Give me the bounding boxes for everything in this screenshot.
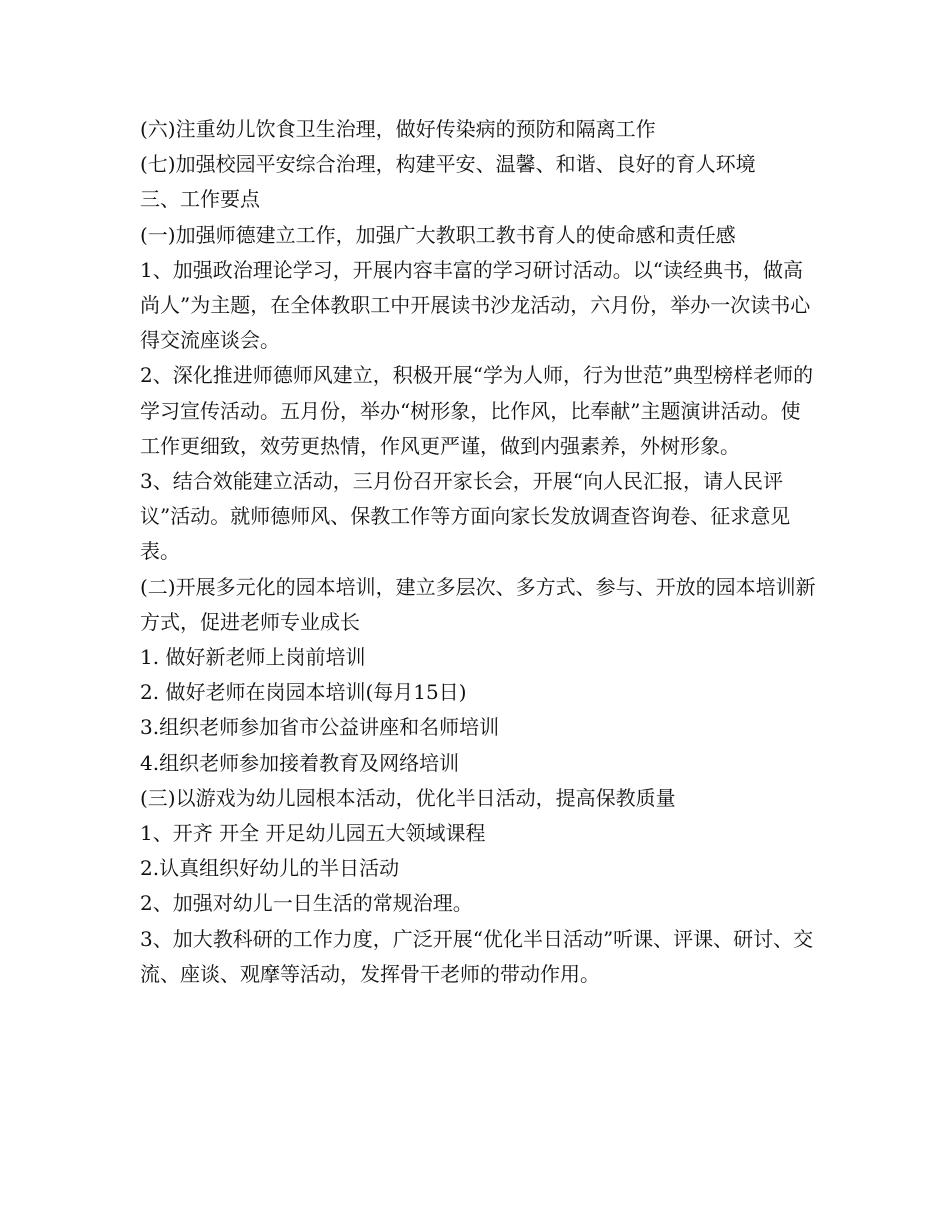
heading-work-points: 三、工作要点 bbox=[140, 187, 260, 212]
list-item-games-1: 1、开齐 开全 开足幼儿园五大领域课程 bbox=[140, 821, 486, 846]
paragraph-section-7: (七)加强校园平安综合治理，构建平安、温馨、和谐、良好的育人环境 bbox=[140, 152, 756, 177]
list-item-games-3: 2、加强对幼儿一日生活的常规治理。 bbox=[140, 891, 473, 916]
list-item-training-4: 4.组织老师参加接着教育及网络培训 bbox=[140, 750, 460, 775]
list-item-games-2: 2.认真组织好幼儿的半日活动 bbox=[140, 856, 400, 881]
paragraph-ethics-1: 1、加强政治理论学习，开展内容丰富的学习研讨活动。以“读经典书，做高尚人”为主题，在全体教职工中开展读书沙龙活动，六月份，举办一次读书心得交流座谈会。 bbox=[140, 257, 811, 353]
document-body bbox=[140, 112, 820, 992]
list-item-training-3: 3.组织老师参加省市公益讲座和名师培训 bbox=[140, 715, 500, 740]
subheading-ethics: (一)加强师德建立工作，加强广大教职工教书育人的使命感和责任感 bbox=[140, 222, 736, 247]
paragraph-ethics-3: 3、结合效能建立活动，三月份召开家长会，开展“向人民汇报，请人民评议”活动。就师德师风、保教工作等方面向家长发放调查咨询卷、征求意见表。 bbox=[140, 469, 791, 564]
list-item-training-1: 1. 做好新老师上岗前培训 bbox=[140, 645, 366, 670]
list-item-games-4: 3、加大教科研的工作力度，广泛开展“优化半日活动”听课、评课、研讨、交流、座谈、观摩等活动，发挥骨干老师的带动作用。 bbox=[140, 926, 814, 986]
list-item-training-2: 2. 做好老师在岗园本培训(每月15日) bbox=[140, 680, 467, 705]
subheading-games: (三)以游戏为幼儿园根本活动，优化半日活动，提高保教质量 bbox=[140, 785, 676, 810]
paragraph-ethics-2: 2、深化推进师德师风建立，积极开展“学为人师，行为世范”典型榜样老师的学习宣传活动。五月份，举办“树形象，比作风，比奉献”主题演讲活动。使工作更细致，效劳更热情，作风更严谨，做到内强素养，外树形象。 bbox=[140, 363, 814, 458]
paragraph-section-6: (六)注重幼儿饮食卫生治理，做好传染病的预防和隔离工作 bbox=[140, 117, 656, 141]
subheading-training: (二)开展多元化的园本培训，建立多层次、多方式、参与、开放的园本培训新方式，促进老师专业成长 bbox=[140, 574, 816, 634]
